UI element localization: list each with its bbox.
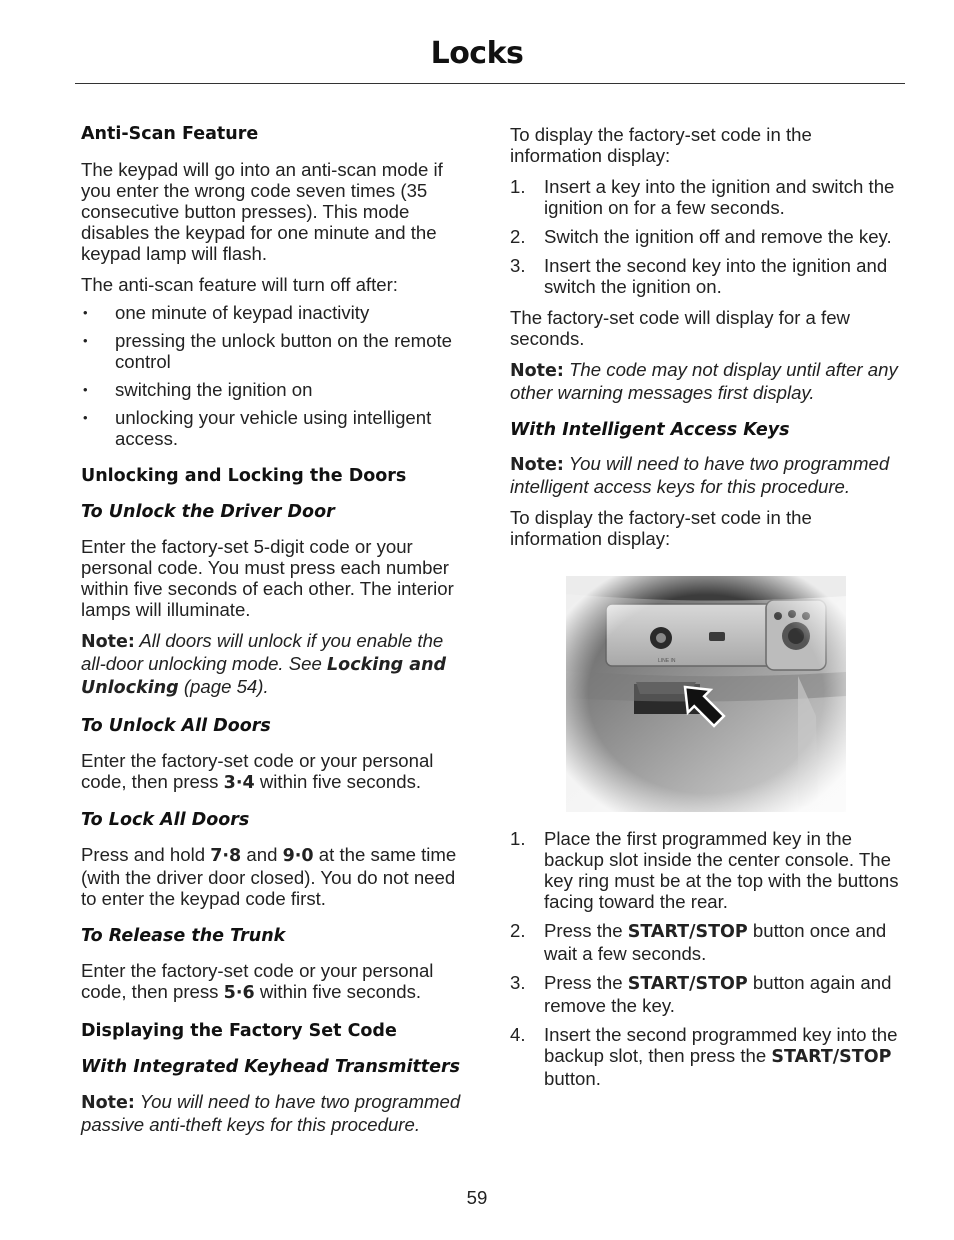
anti-scan-off-intro: The anti-scan feature will turn off after:	[81, 274, 398, 295]
lock-all-post: at the same time (with the driver door closed). You do not need to enter the keypad code first.	[81, 844, 457, 909]
note-label: Note:	[510, 455, 564, 475]
note-label: Note:	[510, 361, 564, 381]
step-number: 1.	[510, 176, 526, 197]
step-text-pre: Press the	[544, 920, 623, 941]
locking-unlocking-link[interactable]: Locking and Unlocking	[81, 655, 447, 698]
note-text: You will need to have two programmed intelligent access keys for this procedure.	[510, 453, 890, 497]
step-item	[510, 1024, 902, 1089]
bullet-item: • switching the ignition on	[81, 379, 473, 400]
step-text-pre: Press the	[544, 972, 623, 993]
factory-code-heading: Displaying the Factory Set Code	[81, 1021, 397, 1041]
key-code-7-8: 7·8	[210, 846, 242, 866]
bullet-item: • unlocking your vehicle using intelligent access.	[81, 407, 473, 449]
center-console-illustration	[566, 576, 846, 812]
display-intro-2: To display the factory-set code in the information display:	[510, 507, 812, 549]
start-stop-label: START/STOP	[627, 974, 748, 994]
right-column	[510, 121, 902, 1089]
step-item	[510, 226, 902, 247]
unlocking-heading: Unlocking and Locking the Doors	[81, 466, 407, 486]
trunk-pre: Enter the factory-set code or your personal code, then press	[81, 960, 434, 1002]
display-few-seconds: The factory-set code will display for a few seconds.	[510, 307, 850, 349]
step-text-post: button again and remove the key.	[544, 972, 892, 1016]
step-item	[510, 972, 902, 1016]
note-text: The code may not display until after any other warning messages first display.	[510, 359, 898, 403]
note-text: All doors will unlock if you enable the all-door unlocking mode. See	[81, 630, 444, 674]
unlock-note	[81, 630, 473, 699]
lock-all-pre: Press and hold	[81, 844, 206, 865]
page-number: 59	[466, 1187, 488, 1208]
note-label: Note:	[81, 1093, 135, 1113]
step-text: Switch the ignition off and remove the key.	[544, 226, 892, 247]
intelligent-access-heading: With Intelligent Access Keys	[510, 420, 790, 440]
page-title: Locks	[430, 36, 524, 71]
unlock-all-heading: To Unlock All Doors	[81, 716, 271, 736]
bullet-item: • pressing the unlock button on the remote control	[81, 330, 473, 372]
step-text-post: button.	[544, 1068, 601, 1089]
unlock-all-pre: Enter the factory-set code or your personal code, then press	[81, 750, 434, 792]
key-code-5-6: 5·6	[223, 983, 255, 1003]
step-item	[510, 828, 902, 912]
start-stop-label: START/STOP	[627, 922, 748, 942]
note-text: You will need to have two programmed passive anti-theft keys for this procedure.	[81, 1091, 461, 1135]
release-trunk-heading: To Release the Trunk	[81, 926, 286, 946]
bullet-item: • one minute of keypad inactivity	[81, 302, 473, 323]
unlock-driver-heading: To Unlock the Driver Door	[81, 502, 335, 522]
intelligent-access-steps	[510, 828, 902, 1089]
step-number: 4.	[510, 1024, 526, 1045]
step-text: Place the first programmed key in the backup slot inside the center console. The key ring must be at the top with the buttons facing toward the rear.	[544, 828, 899, 912]
key-code-9-0: 9·0	[282, 846, 314, 866]
anti-scan-paragraph: The keypad will go into an anti-scan mode if you enter the wrong code seven times (35 consecutive button presses). This mode disables the keypad for one minute and the keypad lamp will flash.	[81, 159, 443, 264]
step-text: Insert the second key into the ignition and switch the ignition on.	[544, 255, 888, 297]
left-column	[81, 121, 473, 1135]
keyhead-heading: With Integrated Keyhead Transmitters	[81, 1057, 461, 1077]
release-trunk-paragraph	[81, 960, 473, 1004]
note-page-ref: (page 54).	[183, 676, 269, 697]
step-text-pre: Insert the second programmed key into the backup slot, then press the	[544, 1024, 898, 1066]
intelligent-access-note	[510, 453, 902, 497]
step-number: 2.	[510, 226, 526, 247]
step-number: 1.	[510, 828, 526, 849]
unlock-all-post: within five seconds.	[259, 771, 422, 792]
start-stop-label: START/STOP	[771, 1047, 892, 1067]
anti-scan-heading: Anti-Scan Feature	[81, 124, 259, 144]
step-number: 2.	[510, 920, 526, 941]
unlock-driver-paragraph: Enter the factory-set 5-digit code or your personal code. You must press each number within five seconds of each other. The interior lamps will illuminate.	[81, 536, 454, 620]
anti-scan-bullet-list	[81, 302, 473, 449]
display-intro: To display the factory-set code in the information display:	[510, 124, 812, 166]
step-item	[510, 255, 902, 297]
step-text: Insert a key into the ignition and switch the ignition on for a few seconds.	[544, 176, 895, 218]
note-label: Note:	[81, 632, 135, 652]
lock-all-paragraph	[81, 844, 473, 909]
step-number: 3.	[510, 972, 526, 993]
backup-slot-figure	[566, 576, 846, 812]
key-code-3-4: 3·4	[223, 773, 255, 793]
title-divider	[75, 83, 905, 84]
step-item	[510, 920, 902, 964]
step-item	[510, 176, 902, 218]
step-text-post: button once and wait a few seconds.	[544, 920, 887, 964]
display-steps-list	[510, 176, 902, 297]
lock-all-heading: To Lock All Doors	[81, 810, 250, 830]
unlock-all-paragraph	[81, 750, 473, 794]
warning-note	[510, 359, 902, 403]
step-number: 3.	[510, 255, 526, 276]
keyhead-note	[81, 1091, 473, 1135]
trunk-post: within five seconds.	[259, 981, 422, 1002]
lock-all-and: and	[246, 844, 278, 865]
